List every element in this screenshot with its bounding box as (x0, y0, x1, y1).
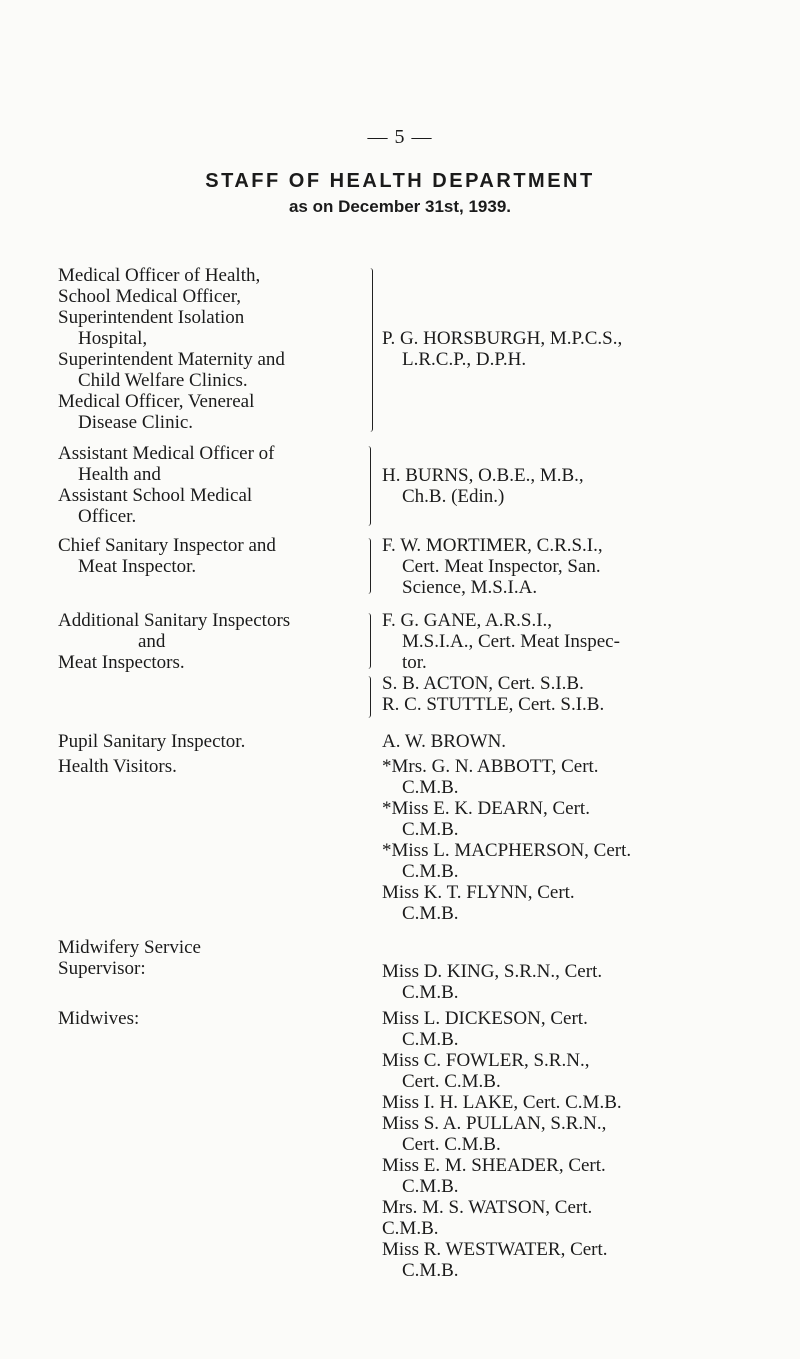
name-line: Science, M.S.I.A. (402, 577, 538, 598)
page-subtitle: as on December 31st, 1939. (288, 197, 512, 216)
role-line: Meat Inspectors. (58, 652, 185, 673)
name-line: Cert. C.M.B. (402, 1134, 501, 1155)
name-line: F. W. MORTIMER, C.R.S.I., (382, 535, 603, 556)
role-line: Officer. (78, 506, 137, 527)
name-line: L.R.C.P., D.P.H. (402, 349, 527, 370)
name-line: Miss D. KING, S.R.N., Cert. (382, 961, 603, 982)
name-line: P. G. HORSBURGH, M.P.C.S., (382, 328, 623, 349)
name-line: *Mrs. G. N. ABBOTT, Cert. (382, 756, 599, 777)
name-line: C.M.B. (402, 1029, 459, 1050)
name-line: C.M.B. (402, 903, 459, 924)
brace (364, 446, 371, 526)
brace (364, 613, 371, 669)
role-line: Superintendent Isolation (58, 307, 245, 328)
role-text (58, 443, 275, 527)
role-line: Meat Inspector. (78, 556, 197, 577)
name-line: A. W. BROWN. (382, 731, 507, 752)
name-line: C.M.B. (402, 819, 459, 840)
name-text (382, 731, 506, 752)
name-line: F. G. GANE, A.R.S.I., (382, 610, 553, 631)
name-line: tor. (402, 652, 427, 673)
name-line: C.M.B. (402, 982, 459, 1003)
name-text (382, 1008, 622, 1281)
name-line: *Miss L. MACPHERSON, Cert. (382, 840, 632, 861)
name-text (382, 961, 602, 1003)
role-line: Assistant School Medical (58, 485, 253, 506)
name-line: H. BURNS, O.B.E., M.B., (382, 465, 584, 486)
role-line: Medical Officer of Health, (58, 265, 261, 286)
name-line: S. B. ACTON, Cert. S.I.B. (382, 673, 584, 694)
role-line: Hospital, (78, 328, 148, 349)
name-line: C.M.B. (402, 777, 459, 798)
name-text (382, 535, 603, 598)
name-line: Cert. Meat Inspector, San. (402, 556, 601, 577)
name-text (382, 610, 620, 715)
role-line: Pupil Sanitary Inspector. (58, 731, 246, 752)
role-line: Health and (78, 464, 161, 485)
role-text (58, 731, 245, 752)
role-line: Child Welfare Clinics. (78, 370, 248, 391)
name-line: R. C. STUTTLE, Cert. S.I.B. (382, 694, 605, 715)
role-line: Additional Sanitary Inspectors (58, 610, 291, 631)
role-line: School Medical Officer, (58, 286, 242, 307)
name-line: C.M.B. (402, 1176, 459, 1197)
role-line: Disease Clinic. (78, 412, 194, 433)
name-text (382, 465, 584, 507)
role-line: Chief Sanitary Inspector and (58, 535, 276, 556)
brace (364, 676, 371, 718)
role-line: Assistant Medical Officer of (58, 443, 275, 464)
brace (364, 538, 371, 594)
name-text (382, 328, 622, 370)
role-text (58, 610, 290, 673)
name-line: Miss I. H. LAKE, Cert. C.M.B. (382, 1092, 622, 1113)
name-line: Miss L. DICKESON, Cert. (382, 1008, 588, 1029)
name-line: C.M.B. (402, 861, 459, 882)
name-line: Miss S. A. PULLAN, S.R.N., (382, 1113, 607, 1134)
role-text (58, 756, 177, 777)
role-text (58, 1008, 139, 1029)
role-line: and (138, 631, 166, 652)
name-line: Cert. C.M.B. (402, 1071, 501, 1092)
name-line: Miss R. WESTWATER, Cert. (382, 1239, 608, 1260)
name-line: Miss C. FOWLER, S.R.N., (382, 1050, 590, 1071)
name-line: M.S.I.A., Cert. Meat Inspec- (402, 631, 620, 652)
role-line: Medical Officer, Venereal (58, 391, 255, 412)
name-line: *Miss E. K. DEARN, Cert. (382, 798, 590, 819)
name-line: C.M.B. (382, 1218, 439, 1239)
role-line: Midwives: (58, 1008, 140, 1029)
name-line: Ch.B. (Edin.) (402, 486, 505, 507)
name-line: Mrs. M. S. WATSON, Cert. (382, 1197, 593, 1218)
role-line: Health Visitors. (58, 756, 177, 777)
page-title: STAFF OF HEALTH DEPARTMENT (205, 170, 595, 192)
role-line: Midwifery Service (58, 937, 201, 958)
role-line: Superintendent Maternity and (58, 349, 285, 370)
name-text (382, 756, 631, 924)
brace (366, 268, 373, 432)
page-number: — 5 — (367, 126, 433, 148)
name-line: Miss K. T. FLYNN, Cert. (382, 882, 575, 903)
role-line: Supervisor: (58, 958, 146, 979)
name-line: Miss E. M. SHEADER, Cert. (382, 1155, 606, 1176)
role-text (58, 265, 285, 433)
role-text (58, 937, 201, 979)
name-line: C.M.B. (402, 1260, 459, 1281)
role-text (58, 535, 276, 577)
